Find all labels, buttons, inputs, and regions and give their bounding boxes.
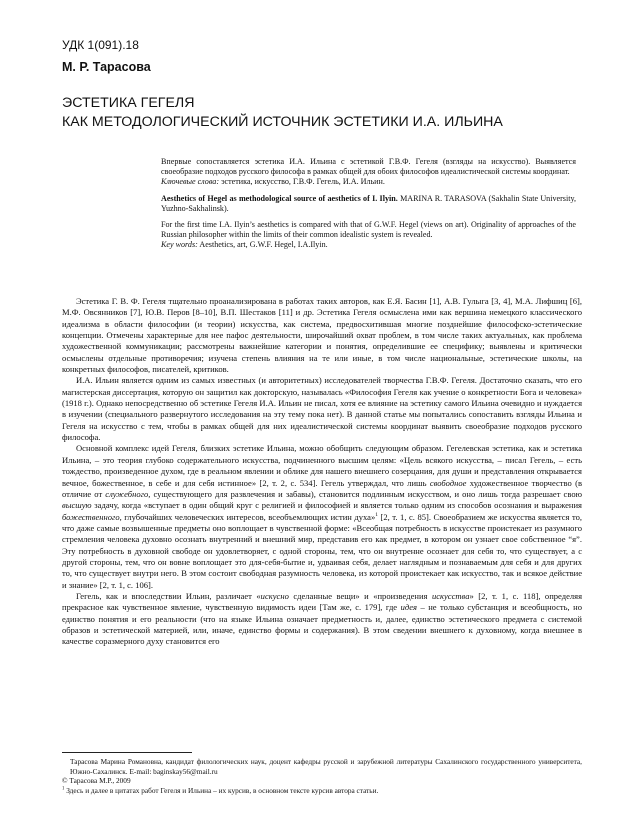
footnote-copyright: © Тарасова М.Р., 2009 xyxy=(62,776,131,786)
abstract-en-heading xyxy=(161,194,576,214)
footnote-ref-1: 1 xyxy=(375,511,379,518)
title-line-1: ЭСТЕТИКА ГЕГЕЛЯ xyxy=(62,95,195,111)
abstract-en-author: MARINA R. TARASOVA (Sakhalin State University, Yuzhno-Sakhalinsk). xyxy=(161,193,576,213)
footnotes xyxy=(62,757,582,795)
author-name: М. Р. Тарасова xyxy=(62,60,151,74)
body-paragraph-4: Гегель, как и впоследствии Ильин, различает «искусно сделанные вещи» и «произведения искусства» [2, т. 1, с. 118], определяя прекрасное как чувственное явление, чувственную видимость идеи [Там же, с. 179], где идея – не только субстанция и всеобщность, но единство понятия и его реальности (что на языке Ильина означает предметность и, далее, единство эстетического предмета с системой образов и эстетической материей, или, иначе, единство формы и содержания). В этом сведении внешнего к духовному, когда внешнее в качестве соразмерного духу становится его xyxy=(62,590,583,647)
body-paragraph-2: И.А. Ильин является одним из самых известных (и авторитетных) исследователей творчества Г.В.Ф. Гегеля. Достаточно сказать, что его магистерская диссертация, которую он защитил как докторскую, называлась «Философия Гегеля как учение о конкретности Бога и человека» (1918 г.). Однако непосредственно об эстетике Гегеля И.А. Ильин не писал, хотя ее влияние на эстетику самого Ильина очевидно и нуждается в изучении (специального развернутого исследования на эту тему пока нет). В данной статье мы попытались сопоставить взгляды Ильина и Гегеля на искусство с тем, чтобы в рамках общей для них идеалистической системы координат выявить своеобразие подходов русского философа. xyxy=(62,375,582,443)
footnote-author: Тарасова Марина Романовна, кандидат филологических наук, доцент кафедры русской и зарубежной литературы Сахалинского государственного университета, Южно-Сахалинск. E-mail: baginskay56@mail.ru xyxy=(70,757,582,776)
abstract-block xyxy=(161,157,576,251)
article-title xyxy=(62,94,582,132)
abstract-en-title: Aesthetics of Hegel as methodological source of aesthetics of I. Ilyin. xyxy=(161,193,398,203)
keywords-en-value: Aesthetics, art, G.W.F. Hegel, I.A.Ilyin. xyxy=(199,240,328,250)
keywords-ru-label: Ключевые слова: xyxy=(161,177,220,187)
body-paragraph-1: Эстетика Г. В. Ф. Гегеля тщательно проанализирована в работах таких авторов, как Е.Я. Басин [1], А.В. Гулыга [3, 4], М.А. Лифшиц [6], М.Ф. Овсянников [7], Ю.В. Перов [8–10], В.П. Шестаков [11] и др. Эстетика Гегеля осмыслена ими как вершина немецкого классического идеализма в области философии (и теории) искусства, как система, предвосхитившая многие позднейшие философско-эстетические концепции. Отмечены характерные для нее пафос деятельности, широчайший охват проблем, в том числе таких актуальных, как проблема художественной коммуникации; рассмотрены важнейшие категории и понятия, определившие ее специфику; выявлены и критически осмыслены отдельные противоречия; изучена степень влияния на те или иные, в том числе национальные, эстетические школы, на конкретных философов, писателей, критиков. xyxy=(62,296,582,375)
abstract-ru-keywords xyxy=(161,177,576,187)
abstract-ru-text: Впервые сопоставляется эстетика И.А. Ильина с эстетикой Г.В.Ф. Гегеля (взгляды на искусство). Выявляется своеобразие подходов русского философа в рамках общей для обоих философов идеалистической системы координат. xyxy=(161,157,576,177)
footnote-divider xyxy=(62,752,192,753)
abstract-en-text: For the first time I.A. Ilyin’s aesthetics is compared with that of G.W.F. Hegel (views on art). Originality of approaches of the Russian philosopher within the limits of their common idealistic system is revealed. xyxy=(161,220,576,240)
article-body xyxy=(62,296,582,648)
title-line-2: КАК МЕТОДОЛОГИЧЕСКИЙ ИСТОЧНИК ЭСТЕТИКИ И.А. ИЛЬИНА xyxy=(62,114,503,130)
keywords-en-label: Key words: xyxy=(161,240,198,250)
keywords-ru-value: эстетика, искусство, Г.В.Ф. Гегель, И.А. Ильин. xyxy=(221,177,385,187)
footnote-1: $^1$ Здесь и далее в цитатах работ Гегеля и Ильина – их курсив, в основном тексте курсив автора статьи. xyxy=(62,785,379,795)
udk-code: УДК 1(091).18 xyxy=(62,38,139,52)
abstract-en-keywords xyxy=(161,240,576,250)
body-paragraph-3: Основной комплекс идей Гегеля, близких эстетике Ильина, можно обобщить следующим образом. Гегелевская эстетика, как и эстетика Ильина, – это теория глубоко содержательного искусства, подчиненного высшим целям: «Цель всякого искусства, – писал Гегель, – есть тождество, произведенное духом, где в реальном явлении и облике для нашего внешнего созерцания, для души и представления открывается вечное, божественное, в себе и для себя истинное» [2, т. 2, с. 534]. Гегель утверждал, что лишь свободное художественное творчество (в отличие от служебного, существующего для развлечения и забавы), становится подлинным искусством, и оно лишь тогда разрешает свою высшую задачу, когда «вступает в один общий круг с религией и философией и является только одним из способов осознания и выражения божественного, глубочайших человеческих интересов, всеобъемлющих истин духа»$^1$ [2, т. 1, с. 85]. Своеобразием же искусства является то, что даже самые возвышенные предметы оно воплощает в чувственной форме: «Всеобщая потребность в искусстве проистекает из разумного стремления человека духовно осознать внутренний и внешний мир, представив его как предмет, в котором он узнает свое собственное “я”. Эту потребность в духовной свободе он удовлетворяет, с одной стороны, тем, что он внутренне осознает для себя то, что существует, а с другой стороны, тем, что он вовне воплощает это для-себя-бытие и, удваивая себя, делает наглядным и познаваемым для себя и для других то, что существует внутри него. В этом состоит свободная разумность человека, из которой проистекает как искусство, так и всякое действие и знание» [2, т. 1, с. 106]. xyxy=(62,443,582,590)
